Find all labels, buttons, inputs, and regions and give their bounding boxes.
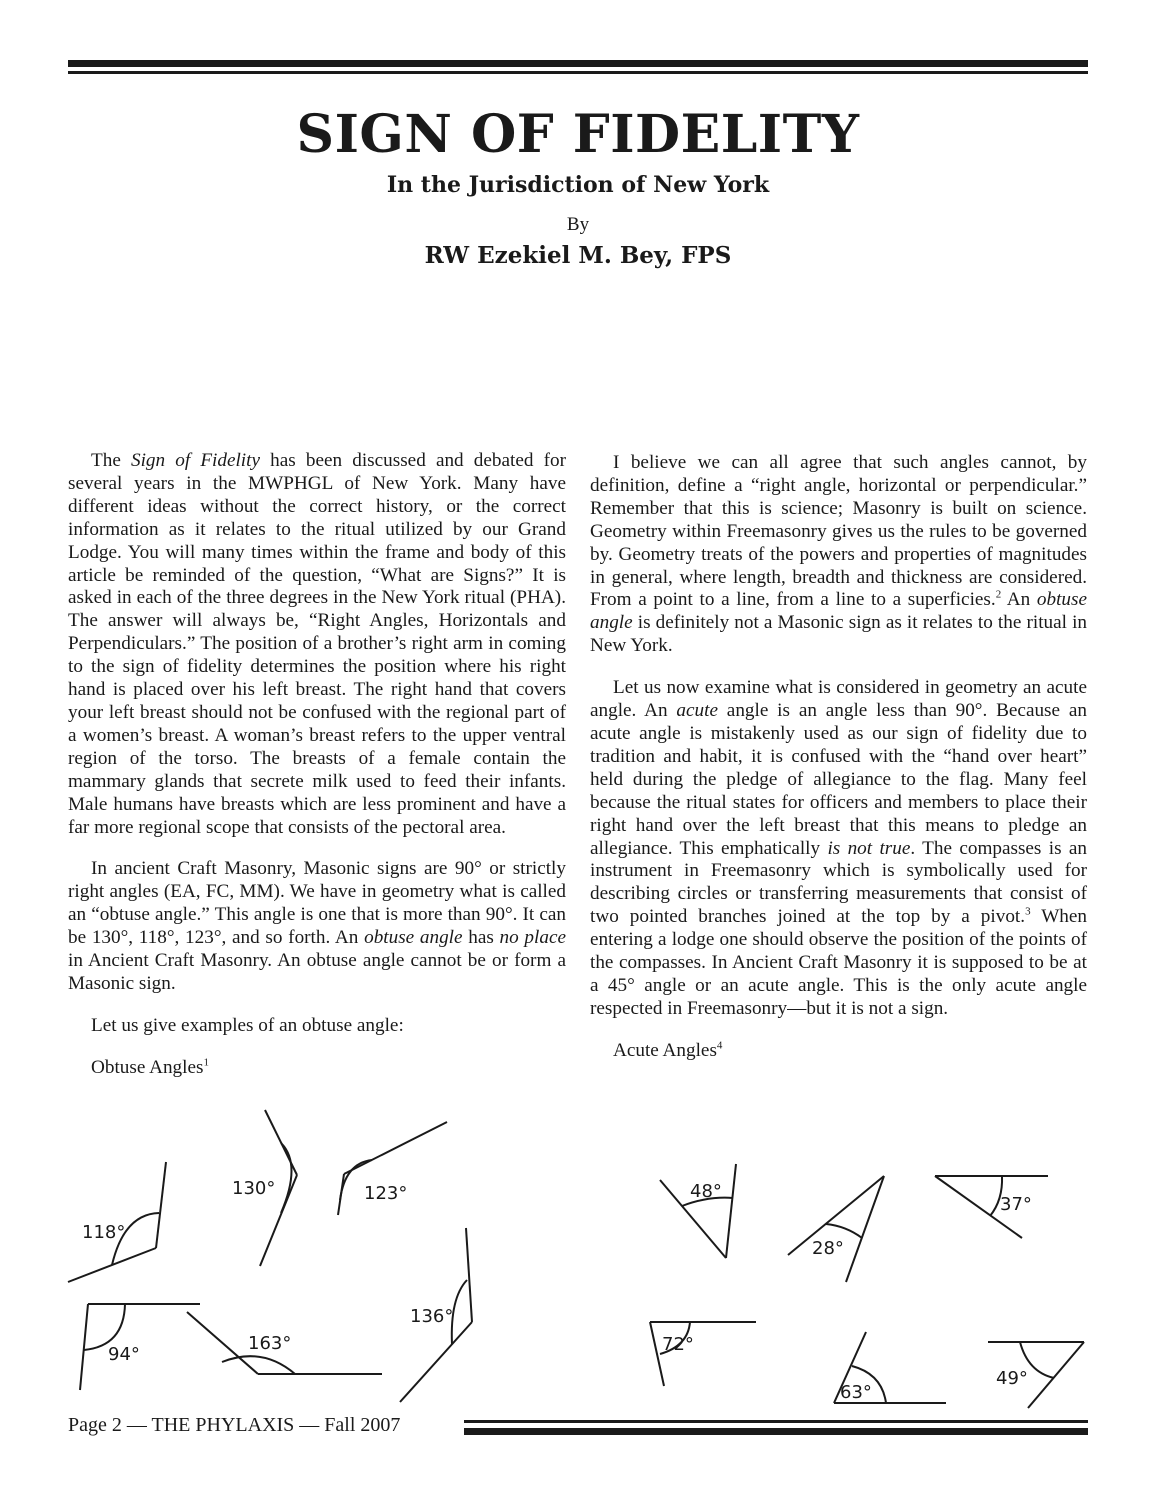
obtuse-angle-118 [68,1162,166,1282]
acute-angle-48 [660,1164,736,1258]
right-paragraph-2: Let us now examine what is considered in geometry an acute angle. An acute angle is an angle less than 90°. Because an acute angle is mistakenly used as our sign of fidelity due to tradition and habit, it is confused with the “hand over heart” held during the pledge of allegiance to the flag. Many feel because the ritual states for officers and members to place their right hand over the left breast that this means to pledge an allegiance. This emphatically is not true. The compasses is an instrument in Freemasonry which is symbolically used for describing circles or transferring measurements that consist of two pointed branches joined at the top by a pivot.$^3$ When entering a lodge one should observe the position of the points of the compasses. In Ancient Craft Masonry it is supposed to be at a 45° angle or an acute angle. This is the only acute angle respected in Freemasonry—but it is not a sign. [590,677,1088,1019]
left-paragraph-2: In ancient Craft Masonry, Masonic signs are 90° or strictly right angles (EA, FC, MM). We have in geometry what is called an “obtuse angle.” This angle is one that is more than 90°. It can be 130°, 118°, 123°, and so forth. An obtuse angle has no place in Ancient Craft Masonry. An obtuse angle cannot be or form a Masonic sign. [68,858,566,994]
svg-text:28°: 28° [812,1238,844,1259]
obtuse-angles-caption: Obtuse Angles$^1$ [91,1056,209,1078]
acute-angle-28 [788,1176,884,1282]
svg-text:72°: 72° [662,1334,694,1355]
obtuse-angle-136 [400,1228,472,1402]
footer-rule-thick [464,1428,1088,1435]
svg-text:94°: 94° [108,1344,140,1365]
svg-text:136°: 136° [410,1306,454,1327]
right-paragraph-1: I believe we can all agree that such angles cannot, by definition, define a “right angle, horizontal or perpendicular.” Remember that this is science; Masonry is built on science. Geometry within Freemasonry gives us the rules to be governed by. Geometry treats of the powers and properties of magnitudes in general, where length, breadth and thickness are considered. From a point to a line, from a line to a superficies.$^2$ An obtuse angle is definitely not a Masonic sign as it relates to the ritual in New York. [590,452,1087,657]
footer-rule-thin [464,1420,1088,1423]
author-name: RW Ezekiel M. Bey, FPS [424,242,732,269]
page-footer: Page 2 — THE PHYLAXIS — Fall 2007 [68,1414,401,1436]
acute-angle-49 [988,1342,1084,1408]
svg-text:63°: 63° [840,1382,872,1403]
svg-text:130°: 130° [232,1178,276,1199]
left-paragraph-1: The Sign of Fidelity has been discussed and debated for several years in the MWPHGL of New York. Many have different ideas without the correct history, or the correct information as it relates to the ritual utilized by our Grand Lodge. You will many times within the frame and body of this article be reminded of the question, “What are Signs?” It is asked in each of the three degrees in the New York ritual (PHA). The answer will always be, “Right Angles, Horizontals and Perpendiculars.” The position of a brother’s right arm in coming to the sign of fidelity determines the position where his right hand is placed over his left breast. The right hand that covers your left breast should not be confused with the regional part of a women’s breast. A woman’s breast refers to the upper ventral region of the torso. The breasts of a female contain the mammary glands that secrete milk used to feed their infants. Male humans have breasts which are less prominent and have a far more regional scope that consists of the pectoral area. [68,450,566,838]
acute-angle-37 [935,1176,1048,1238]
acute-angles-caption: Acute Angles$^4$ [613,1039,723,1061]
svg-text:49°: 49° [996,1368,1028,1389]
article-subtitle: In the Jurisdiction of New York [386,172,770,198]
obtuse-angle-123 [338,1122,447,1215]
svg-text:163°: 163° [248,1333,292,1354]
obtuse-angle-163 [187,1312,382,1374]
acute-angle-72 [650,1322,756,1386]
obtuse-angle-94 [80,1304,200,1390]
svg-text:37°: 37° [1000,1194,1032,1215]
obtuse-angle-130 [232,1110,297,1266]
svg-text:123°: 123° [364,1183,408,1204]
left-paragraph-3: Let us give examples of an obtuse angle: [91,1014,404,1036]
article-title: SIGN OF FIDELITY [296,104,860,165]
acute-angle-63 [834,1332,946,1403]
svg-text:118°: 118° [82,1222,126,1243]
svg-text:48°: 48° [690,1181,722,1202]
byline: By [566,214,590,235]
